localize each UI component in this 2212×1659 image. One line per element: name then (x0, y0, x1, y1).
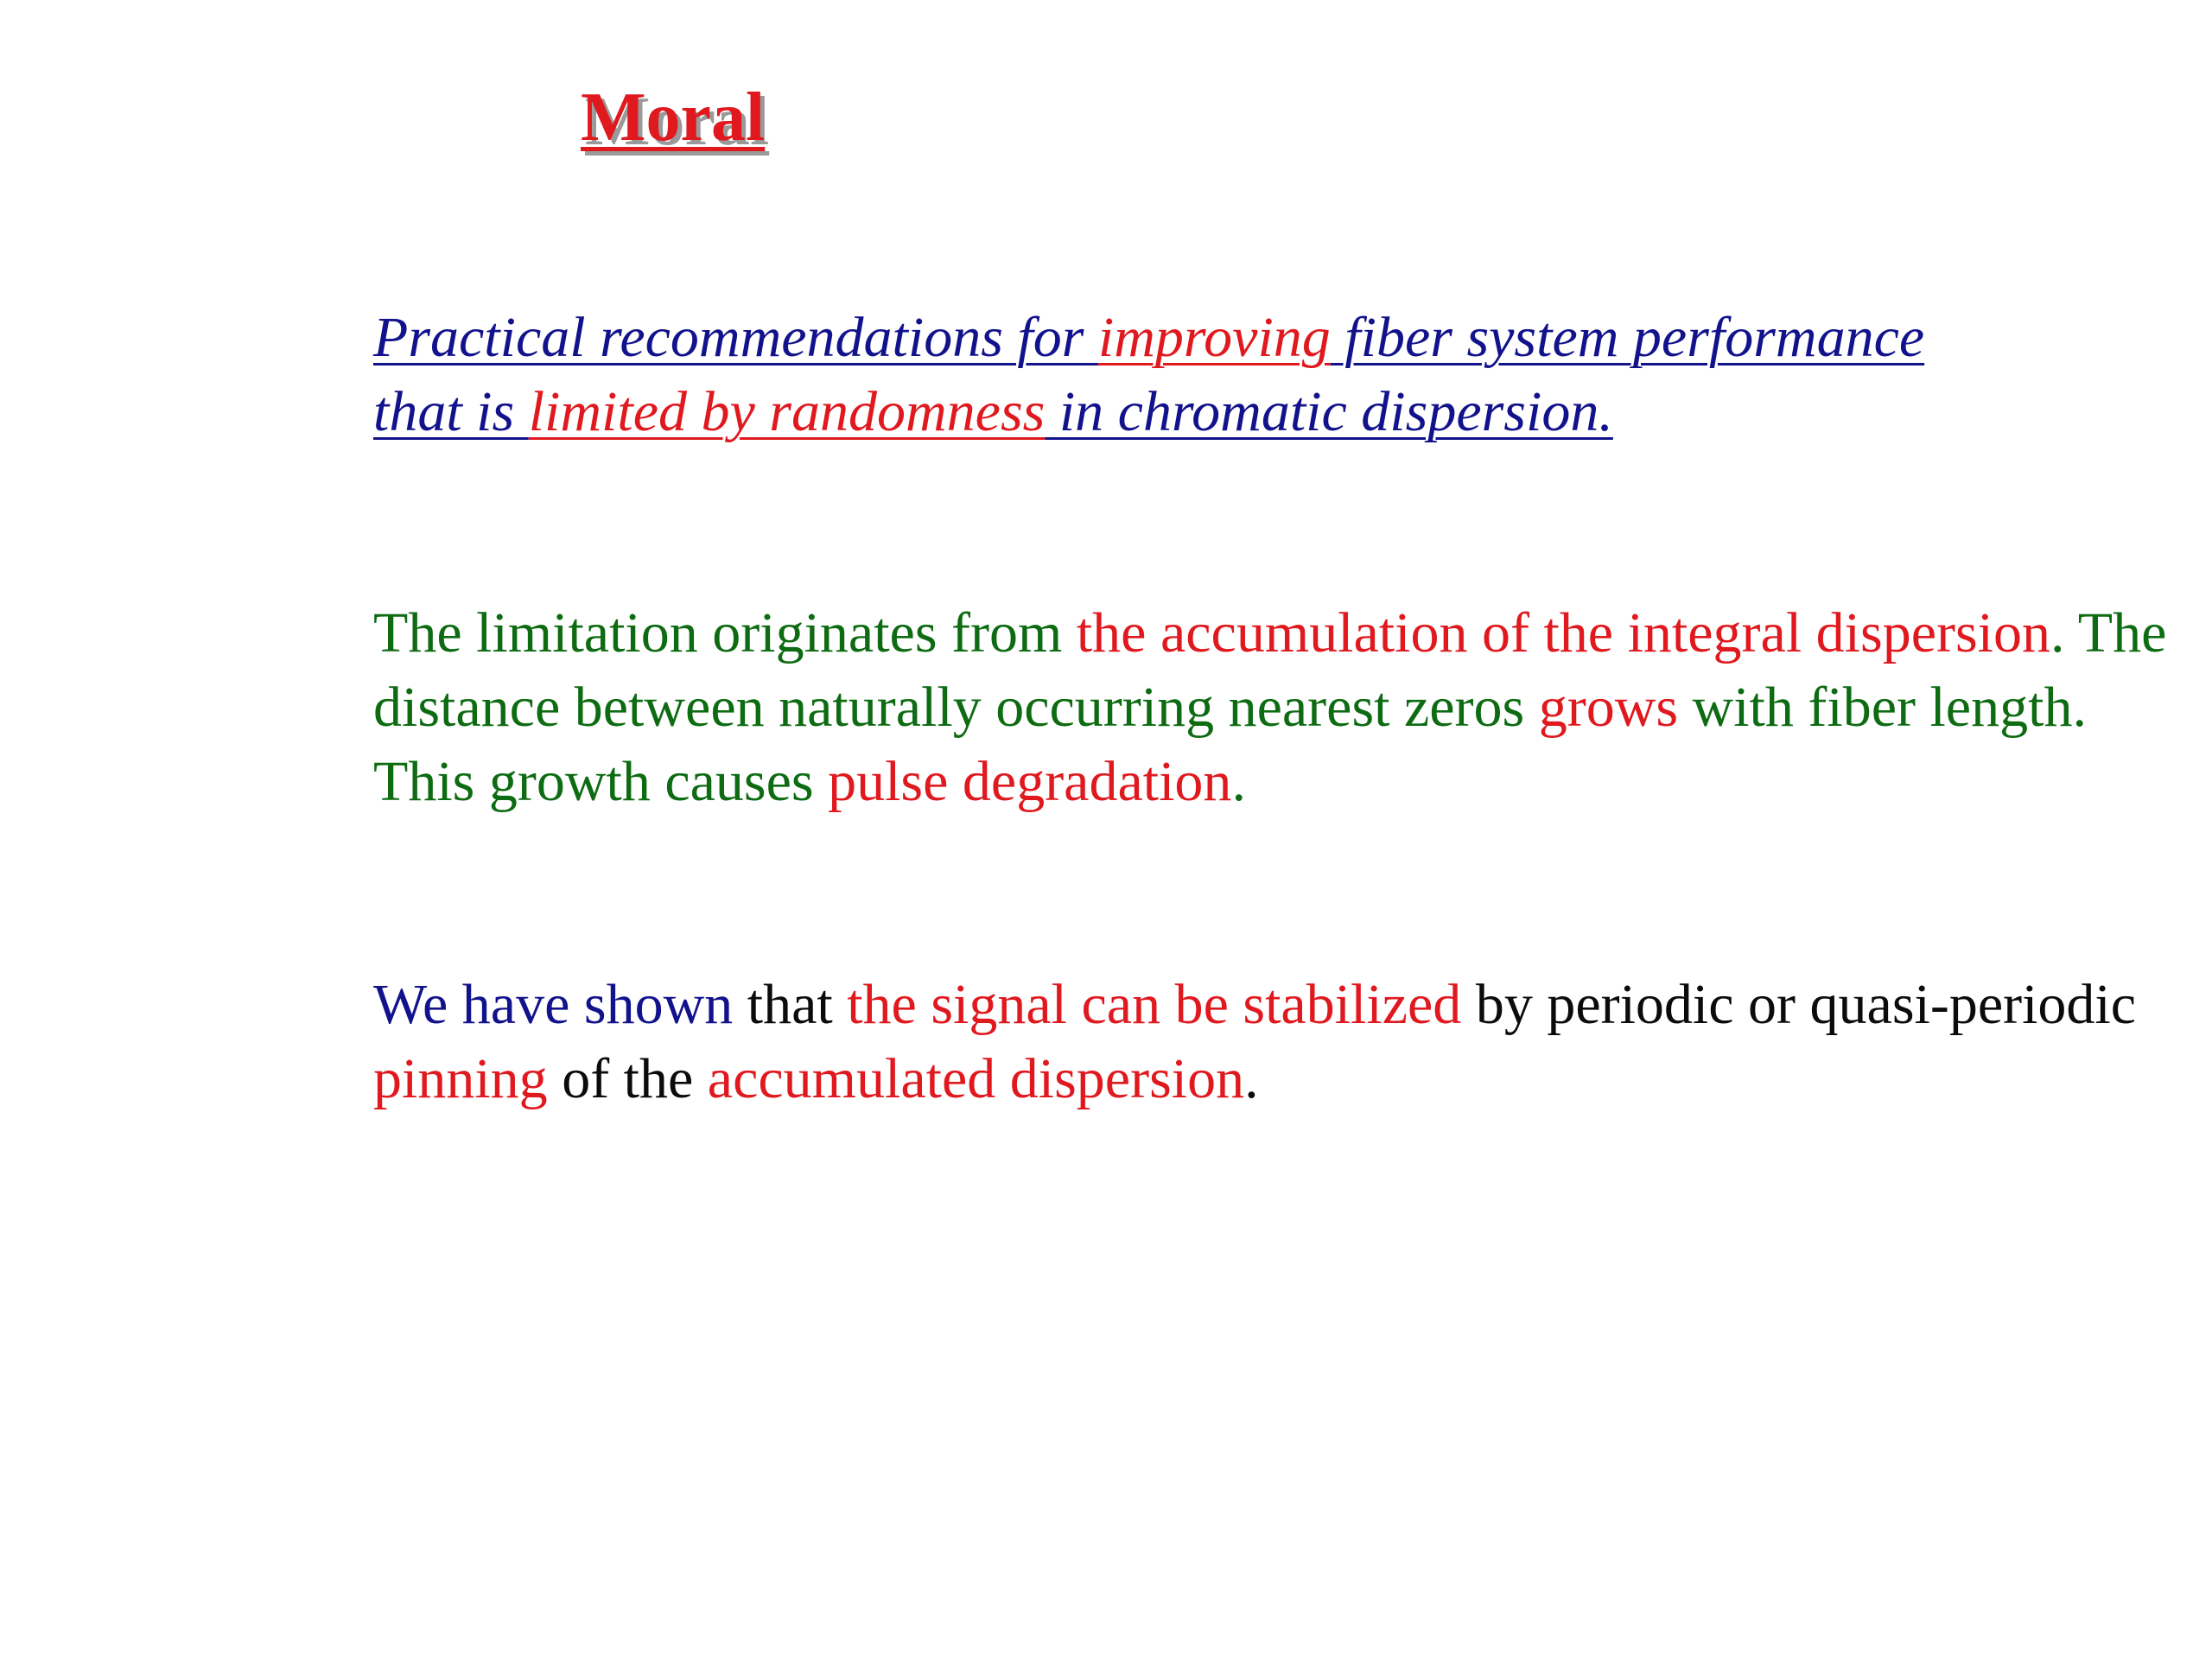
text-segment: that is (373, 380, 529, 443)
text-segment: in chromatic dispersion. (1045, 380, 1613, 443)
text-segment: We have shown (373, 973, 734, 1036)
highlight-limited-by-randomness: limited by randomness (528, 380, 1046, 443)
highlight-integral-dispersion: the accumulation of the integral dispersion (1076, 601, 2050, 664)
highlight-accumulated-dispersion: accumulated dispersion (707, 1047, 1245, 1110)
slide-title: Moral (581, 79, 766, 156)
text-segment: that (733, 973, 848, 1036)
text-segment: The limitation originates from (373, 601, 1077, 664)
text-segment: Practical recommendations for (373, 306, 1098, 369)
text-segment: . The distance between naturally occurring nearest zeros (373, 601, 2167, 739)
text-segment: . (1244, 1047, 1259, 1110)
conclusion-paragraph (373, 968, 2171, 1116)
highlight-improving: improving (1097, 306, 1331, 369)
text-segment: of the (547, 1047, 708, 1110)
text-segment: . (1231, 750, 1246, 813)
text-segment: fiber system performance (1330, 306, 1925, 369)
highlight-signal-stabilized: the signal can be stabilized (847, 973, 1462, 1036)
highlight-pulse-degradation: pulse degradation (828, 750, 1232, 813)
text-segment: by periodic or quasi-periodic (1461, 973, 2137, 1036)
recommendations-line-2 (373, 375, 2171, 449)
recommendations-paragraph (373, 301, 2171, 449)
highlight-pinning: pinning (373, 1047, 548, 1110)
limitation-paragraph (373, 596, 2171, 819)
text-segment: with fiber length. This growth causes (373, 676, 2087, 813)
highlight-grows: grows (1538, 676, 1679, 739)
recommendations-line-1 (373, 301, 2171, 375)
